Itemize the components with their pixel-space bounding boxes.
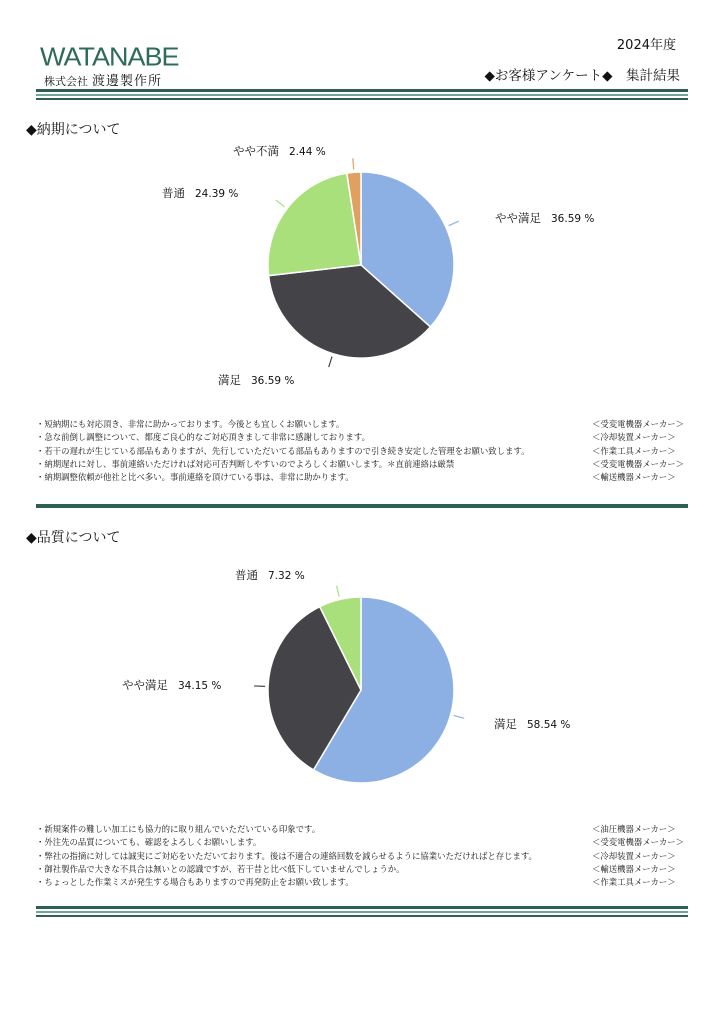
comment-row xyxy=(36,471,688,484)
pie-slice-value: 24.39 % xyxy=(195,188,239,200)
comment-text: ・短納期にも対応頂き、非常に助かっております。今後とも宜しくお願いします。 xyxy=(36,419,345,429)
pie-leader-line xyxy=(454,715,465,718)
pie-slice-name: 普通 xyxy=(162,186,185,200)
comment-text: ・弊社の指摘に対しては誠実にご対応をいただいております。後は不適合の連絡回数を減らせるように協業いただければと存じます。 xyxy=(36,850,537,861)
logo-company-prefix: 株式会社 xyxy=(44,75,88,88)
comment-source: ＜輸送機器メーカー＞ xyxy=(592,863,676,874)
pie-leader-line xyxy=(353,158,354,169)
pie-slice-label xyxy=(495,211,594,225)
section-title-quality: ◆品質について xyxy=(26,530,121,546)
comment-row xyxy=(36,836,688,849)
logo-wordmark: WATANABE xyxy=(40,42,179,72)
comment-row xyxy=(36,445,688,458)
comment-row xyxy=(36,850,688,863)
delivery-pie-chart xyxy=(0,140,724,390)
pie-slice-value: 58.54 % xyxy=(527,719,571,731)
pie-slice-value: 34.15 % xyxy=(178,680,222,692)
pie-slice-name: やや不満 xyxy=(233,144,279,158)
report-year: 2024年度 xyxy=(616,38,676,53)
comment-row xyxy=(36,876,688,889)
quality-pie-svg xyxy=(0,560,724,800)
logo-company-main: 渡邊製作所 xyxy=(92,74,163,89)
pie-slice-name: 普通 xyxy=(235,568,258,582)
comment-source: ＜作業工具メーカー＞ xyxy=(592,877,676,888)
pie-slice xyxy=(268,173,361,276)
comment-text: ・外注先の品質についても、確認をよろしくお願いします。 xyxy=(36,837,262,848)
pie-slice-label xyxy=(122,678,221,692)
comment-source: ＜冷却装置メーカー＞ xyxy=(592,850,676,861)
pie-slice-label xyxy=(235,568,305,582)
pie-slice-label xyxy=(494,717,570,731)
comment-source: ＜受変電機器メーカー＞ xyxy=(592,837,684,848)
quality-comments xyxy=(36,823,688,889)
pie-slice-name: やや満足 xyxy=(122,678,168,692)
comment-source: ＜輸送機器メーカー＞ xyxy=(592,472,676,483)
pie-slice-name: 満足 xyxy=(218,373,241,387)
pie-slice-label xyxy=(233,144,326,158)
footer-divider xyxy=(36,906,688,917)
header-divider xyxy=(36,89,688,100)
pie-slice-name: 満足 xyxy=(494,717,517,731)
delivery-pie-svg xyxy=(0,140,724,390)
comment-source: ＜受変電機器メーカー＞ xyxy=(592,458,684,469)
comment-text: ・納期遅れに対し、事前連絡いただければ対応可否判断しやすいのでよろしくお願いします。＊直前連絡は厳禁 xyxy=(36,458,455,469)
logo-company-name xyxy=(44,70,162,89)
comment-text: ・納期調整依頼が他社と比べ多い。事前連絡を頂けている事は、非常に助かります。 xyxy=(36,472,354,483)
delivery-comments xyxy=(36,418,688,484)
quality-pie-chart xyxy=(0,560,724,800)
report-title: ◆お客様アンケート◆ 集計結果 xyxy=(484,68,680,84)
comment-source: ＜作業工具メーカー＞ xyxy=(592,445,676,456)
comment-row xyxy=(36,863,688,876)
comment-source: ＜受変電機器メーカー＞ xyxy=(592,419,684,429)
comment-source: ＜冷却装置メーカー＞ xyxy=(592,432,676,443)
comment-row xyxy=(36,823,688,836)
comment-text: ・ちょっとした作業ミスが発生する場合もありますので再発防止をお願い致します。 xyxy=(36,877,354,888)
section-divider xyxy=(36,504,688,508)
pie-leader-line xyxy=(276,200,285,207)
pie-slice-label xyxy=(218,373,294,387)
pie-slice-value: 2.44 % xyxy=(289,146,326,158)
comment-row xyxy=(36,431,688,444)
pie-leader-line xyxy=(329,357,332,367)
comment-text: ・御社製作品で大きな不具合は無いとの認識ですが、若干昔と比べ低下していませんでしょうか。 xyxy=(36,863,405,874)
comment-source: ＜油圧機器メーカー＞ xyxy=(592,824,676,834)
comment-row xyxy=(36,418,688,431)
comment-text: ・急な前倒し調整について、都度ご良心的なご対応頂きまして非常に感謝しております。 xyxy=(36,432,370,443)
pie-slice-name: やや満足 xyxy=(495,211,541,225)
comment-row xyxy=(36,458,688,471)
pie-slice-value: 7.32 % xyxy=(268,570,305,582)
comment-text: ・新規案件の難しい加工にも協力的に取り組んでいただいている印象です。 xyxy=(36,824,321,834)
pie-slice-value: 36.59 % xyxy=(251,375,295,387)
pie-leader-line xyxy=(337,586,340,597)
pie-leader-line xyxy=(449,221,459,226)
pie-slice-value: 36.59 % xyxy=(551,213,595,225)
comment-text: ・若干の遅れが生じている部品もありますが、先行していただいてる部品もありますので引き続き安定した管理をお願い致します。 xyxy=(36,445,530,456)
pie-slice-label xyxy=(162,186,238,200)
section-title-delivery: ◆納期について xyxy=(26,122,121,138)
